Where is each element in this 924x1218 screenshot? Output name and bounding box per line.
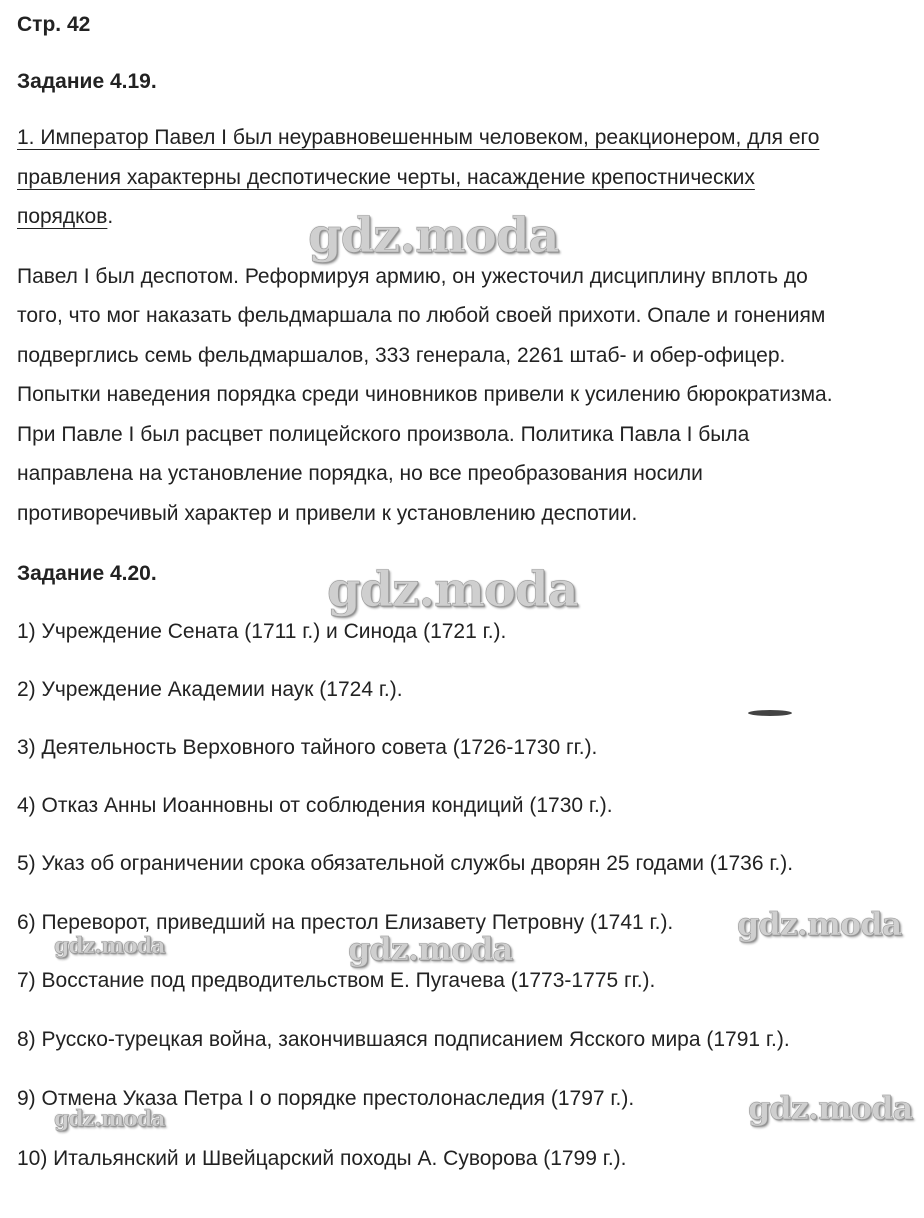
watermark-logo: gdz.moda	[54, 933, 165, 959]
task-419-title: Задание 4.19.	[17, 70, 157, 93]
ink-smudge	[748, 710, 792, 716]
answer-line-4: Попытки наведения порядка среди чиновников привели к усилению бюрократизма.	[17, 383, 833, 406]
watermark-logo: gdz.moda	[737, 905, 902, 943]
list-item-10: 10) Итальянский и Швейцарский походы А. Суворова (1799 г.).	[17, 1147, 627, 1170]
list-item-8: 8) Русско-турецкая война, закончившаяся подписанием Ясского мира (1791 г.).	[17, 1028, 790, 1051]
list-item-1: 1) Учреждение Сената (1711 г.) и Синода (1721 г.).	[17, 620, 507, 643]
list-item-7: 7) Восстание под предводительством Е. Пугачева (1773-1775 гг.).	[17, 969, 656, 992]
question-line-2: правления характерны деспотические черты, насаждение крепостнических	[17, 166, 755, 189]
question-line-3-text: порядков	[17, 205, 108, 228]
question-line-1: 1. Император Павел I был неуравновешенным человеком, реакционером, для его	[17, 126, 820, 149]
answer-line-1: Павел I был деспотом. Реформируя армию, он ужесточил дисциплину вплоть до	[17, 265, 808, 288]
list-item-9: 9) Отмена Указа Петра I о порядке престолонаследия (1797 г.).	[17, 1087, 635, 1110]
answer-line-2: того, что мог наказать фельдмаршала по любой своей прихоти. Опале и гонениям	[17, 304, 826, 327]
answer-line-3: подверглись семь фельдмаршалов, 333 генерала, 2261 штаб- и обер-офицер.	[17, 344, 786, 367]
answer-line-5: При Павле I был расцвет полицейского произвола. Политика Павла I была	[17, 423, 750, 446]
task-420-title: Задание 4.20.	[17, 562, 157, 585]
answer-line-6: направлена на установление порядка, но все преобразования носили	[17, 462, 703, 485]
list-item-2: 2) Учреждение Академии наук (1724 г.).	[17, 678, 403, 701]
watermark-logo: gdz.moda	[308, 208, 559, 264]
watermark-logo: gdz.moda	[348, 930, 513, 968]
watermark-logo: gdz.moda	[327, 562, 578, 618]
list-item-4: 4) Отказ Анны Иоанновны от соблюдения кондиций (1730 г.).	[17, 794, 613, 817]
list-item-3: 3) Деятельность Верховного тайного совета (1726-1730 гг.).	[17, 736, 598, 759]
question-line-3-tail: .	[107, 205, 114, 228]
list-item-5: 5) Указ об ограничении срока обязательной службы дворян 25 годами (1736 г.).	[17, 852, 794, 875]
page-number: Стр. 42	[17, 13, 91, 36]
list-item-6: 6) Переворот, приведший на престол Елизавету Петровну (1741 г.).	[17, 911, 674, 934]
watermark-logo: gdz.moda	[54, 1106, 165, 1132]
question-line-3	[17, 205, 113, 229]
watermark-logo: gdz.moda	[748, 1089, 913, 1127]
answer-line-7: противоречивый характер и привели к установлению деспотии.	[17, 502, 638, 525]
